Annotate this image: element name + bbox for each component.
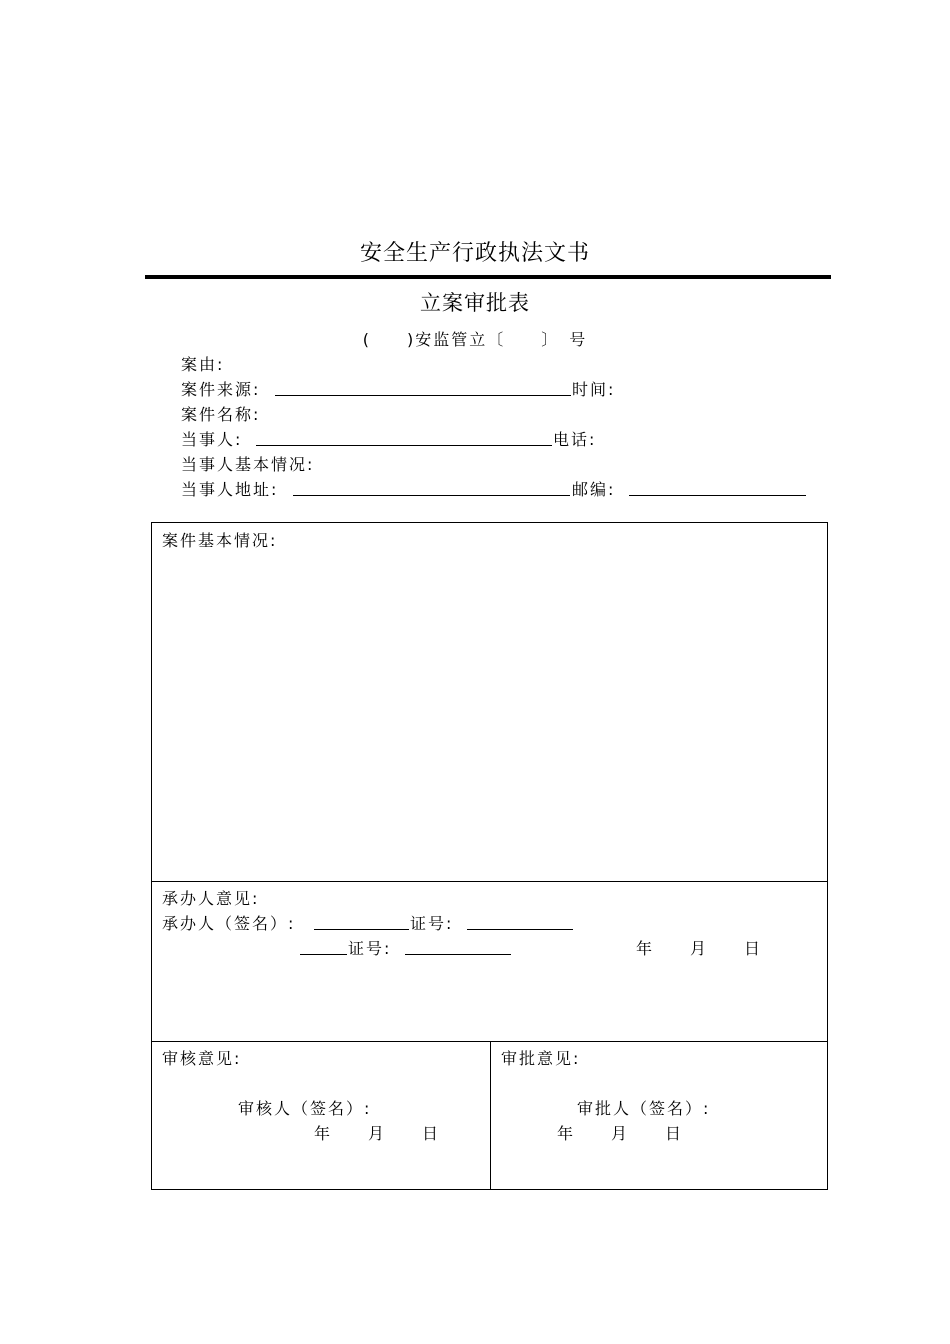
- party-basic-info-label: 当事人基本情况:: [181, 455, 315, 474]
- header-divider: [145, 275, 831, 279]
- case-basic-info-label: 案件基本情况:: [162, 531, 278, 550]
- party-label: 当事人:: [181, 430, 243, 449]
- handler-sign-line-2[interactable]: [300, 954, 347, 955]
- party-address-line[interactable]: [293, 495, 570, 496]
- handler-date: 年 月 日: [636, 939, 763, 958]
- approver-sign-label: 审批人（签名）:: [577, 1099, 711, 1118]
- case-reason-label: 案由:: [181, 355, 225, 374]
- case-name-label: 案件名称:: [181, 405, 261, 424]
- cert-no-line-2[interactable]: [405, 954, 511, 955]
- cert-no-label-2: 证号:: [348, 939, 392, 958]
- table-divider-vertical: [490, 1041, 491, 1190]
- postcode-label: 邮编:: [572, 480, 616, 499]
- party-line[interactable]: [256, 445, 552, 446]
- table-divider-1: [151, 881, 828, 882]
- time-label: 时间:: [572, 380, 616, 399]
- document-number: ( )安监管立〔 〕 号: [362, 330, 588, 349]
- phone-label: 电话:: [553, 430, 597, 449]
- approval-opinion-label: 审批意见:: [501, 1049, 581, 1068]
- postcode-line[interactable]: [629, 495, 806, 496]
- series-title: 安全生产行政执法文书: [359, 241, 590, 266]
- review-opinion-label: 审核意见:: [162, 1049, 242, 1068]
- handler-opinion-label: 承办人意见:: [162, 889, 260, 908]
- cert-no-label-1: 证号:: [410, 914, 454, 933]
- handler-sign-line[interactable]: [314, 929, 409, 930]
- cert-no-line-1[interactable]: [467, 929, 573, 930]
- case-source-label: 案件来源:: [181, 380, 261, 399]
- approval-date: 年 月 日: [557, 1124, 684, 1143]
- case-source-line[interactable]: [275, 395, 571, 396]
- review-date: 年 月 日: [314, 1124, 441, 1143]
- party-address-label: 当事人地址:: [181, 480, 279, 499]
- reviewer-sign-label: 审核人（签名）:: [238, 1099, 372, 1118]
- handler-sign-label: 承办人（签名）:: [162, 914, 296, 933]
- form-title: 立案审批表: [420, 291, 530, 315]
